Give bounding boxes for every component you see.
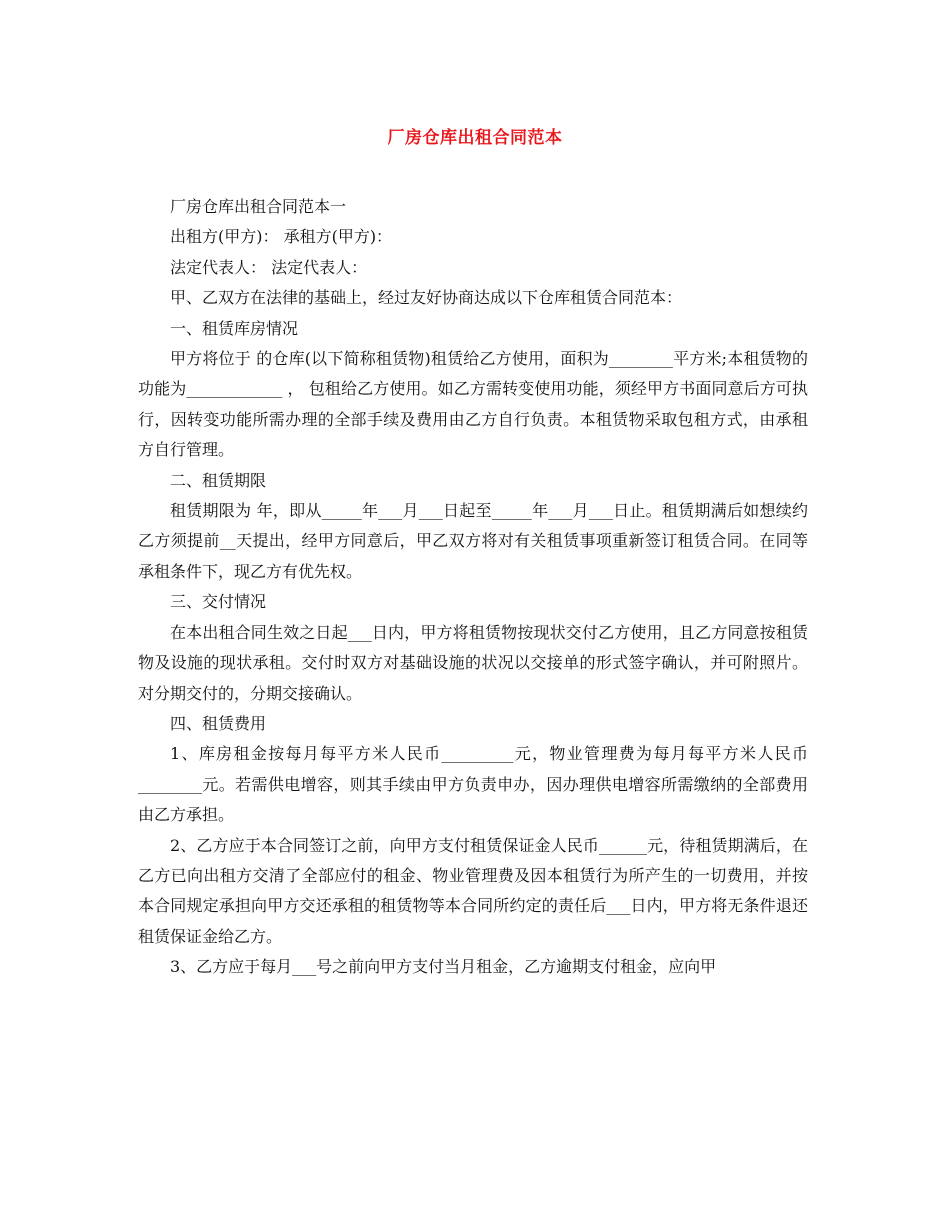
section-heading-4: 四、租赁费用 xyxy=(170,713,267,733)
paragraph-representatives: 法定代表人： 法定代表人： xyxy=(170,257,368,277)
section-heading-2: 二、租赁期限 xyxy=(170,470,267,490)
paragraph-section-1: 甲方将位于 的仓库(以下简称租赁物)租赁给乙方使用，面积为________平方米;本租赁物的功能为____________ ， 包租给乙方使用。如乙方需转变使用功能，须经甲方书面同意后方可执行，因转变功能所需办理的全部手续及费用由乙方自行负责。本租赁物采取包租方式，由承租方自行管理。 xyxy=(138,349,808,460)
paragraph-section-3: 在本出租合同生效之日起___日内，甲方将租赁物按现状交付乙方使用，且乙方同意按租赁物及设施的现状承租。交付时双方对基础设施的状况以交接单的形式签字确认，并可附照片。对分期交付的，分期交接确认。 xyxy=(138,622,808,703)
paragraph-fee-1: 1、库房租金按每月每平方米人民币_________元，物业管理费为每月每平方米人民币________元。若需供电增容，则其手续由甲方负责申办，因办理供电增容所需缴纳的全部费用由乙方承担。 xyxy=(138,744,808,825)
section-heading-3: 三、交付情况 xyxy=(170,592,267,612)
paragraph-fee-3: 3、乙方应于每月___号之前向甲方支付当月租金，乙方逾期支付租金，应向甲 xyxy=(170,957,717,977)
section-heading-1: 一、租赁库房情况 xyxy=(170,318,299,338)
document-title: 厂房仓库出租合同范本 xyxy=(387,128,563,148)
paragraph-parties: 出租方(甲方)： 承租方(甲方)： xyxy=(170,227,393,247)
document-body xyxy=(138,192,808,983)
paragraph-fee-2: 2、乙方应于本合同签订之前，向甲方支付租赁保证金人民币______元，待租赁期满后，在乙方已向出租方交清了全部应付的租金、物业管理费及因本租赁行为所产生的一切费用，并按本合同规定承担向甲方交还承租的租赁物等本合同所约定的责任后___日内，甲方将无条件退还租赁保证金给乙方。 xyxy=(138,835,808,946)
paragraph-heading: 厂房仓库出租合同范本一 xyxy=(170,197,347,216)
paragraph-section-2: 租赁期限为 年，即从_____年___月___日起至_____年___月___日止。租赁期满后如想续约乙方须提前__天提出，经甲方同意后，甲乙双方将对有关租赁事项重新签订租赁合同。在同等承租条件下，现乙方有优先权。 xyxy=(138,501,808,581)
paragraph-preamble: 甲、乙双方在法律的基础上，经过友好协商达成以下仓库租赁合同范本： xyxy=(170,288,683,308)
